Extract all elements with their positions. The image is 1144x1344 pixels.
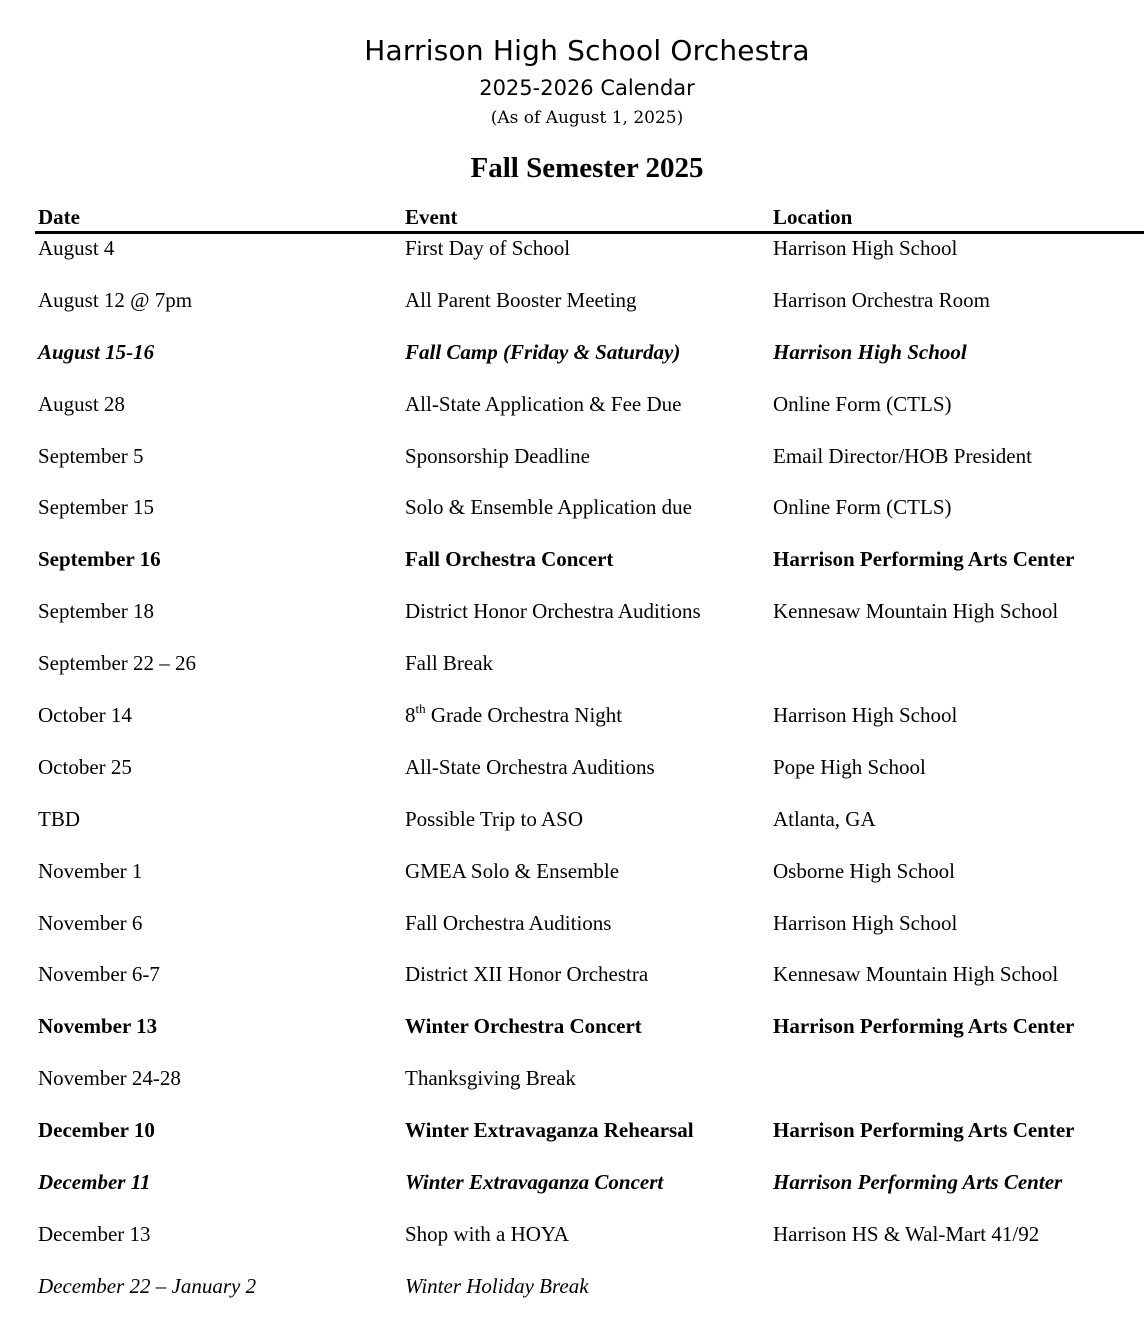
event-date: September 15	[38, 495, 155, 520]
event-name: GMEA Solo & Ensemble	[405, 858, 620, 883]
table-row	[0, 1222, 1144, 1274]
event-name: Sponsorship Deadline	[405, 443, 590, 468]
table-row	[0, 1118, 1144, 1170]
table-row	[0, 444, 1144, 496]
event-location: Harrison Performing Arts Center	[773, 1014, 1075, 1039]
event-name: All-State Application & Fee Due	[405, 391, 682, 416]
table-row	[0, 288, 1144, 340]
event-name: Winter Orchestra Concert	[405, 1014, 642, 1039]
as-of-date: (As of August 1, 2025)	[490, 108, 684, 128]
event-date: TBD	[38, 806, 80, 831]
column-header-event: Event	[405, 205, 458, 229]
table-row	[0, 1170, 1144, 1222]
calendar-table	[0, 236, 1144, 1326]
event-location: Harrison HS & Wal-Mart 41/92	[773, 1221, 1040, 1246]
table-row	[0, 651, 1144, 703]
event-location: Harrison High School	[773, 236, 958, 260]
event-location: Harrison Orchestra Room	[773, 287, 990, 312]
table-row	[0, 1014, 1144, 1066]
event-date: November 6	[38, 910, 143, 935]
event-name: Winter Holiday Break	[405, 1273, 589, 1298]
table-row	[0, 599, 1144, 651]
table-row	[0, 236, 1144, 288]
event-name: Shop with a HOYA	[405, 1221, 569, 1246]
event-name: All-State Orchestra Auditions	[405, 754, 655, 779]
event-name: Fall Camp (Friday & Saturday)	[405, 339, 681, 364]
event-name-rest: Grade Orchestra Night	[425, 703, 623, 728]
header-divider	[35, 231, 1144, 234]
event-date: September 16	[38, 547, 161, 572]
column-header-location: Location	[773, 205, 853, 229]
table-row	[0, 1066, 1144, 1118]
event-name: Solo & Ensemble Application due	[405, 495, 692, 520]
event-name-number: 8	[405, 703, 416, 728]
event-location: Kennesaw Mountain High School	[773, 962, 1059, 987]
event-date: December 13	[38, 1221, 151, 1246]
event-location: Harrison Performing Arts Center	[773, 547, 1075, 572]
event-name: Winter Extravaganza Rehearsal	[405, 1118, 694, 1143]
event-name: Fall Break	[405, 651, 494, 676]
section-heading: Fall Semester 2025	[470, 152, 704, 184]
event-location: Kennesaw Mountain High School	[773, 599, 1059, 624]
event-date: August 15-16	[38, 339, 155, 364]
event-location: Harrison Performing Arts Center	[773, 1170, 1063, 1195]
event-date: August 4	[38, 236, 115, 260]
column-header-date: Date	[38, 205, 80, 229]
table-row	[0, 859, 1144, 911]
event-name: Fall Orchestra Concert	[405, 547, 614, 572]
event-name: District Honor Orchestra Auditions	[405, 599, 701, 624]
event-date: August 12 @ 7pm	[38, 287, 193, 312]
event-date: September 22 – 26	[38, 651, 197, 676]
event-location: Osborne High School	[773, 858, 955, 883]
event-date: September 5	[38, 443, 144, 468]
event-date: August 28	[38, 391, 125, 416]
table-row	[0, 392, 1144, 444]
event-date: October 14	[38, 703, 132, 728]
event-location: Harrison High School	[773, 703, 958, 728]
event-location: Online Form (CTLS)	[773, 495, 952, 520]
event-name	[405, 703, 622, 728]
event-location: Pope High School	[773, 754, 926, 779]
table-row	[0, 340, 1144, 392]
table-row	[0, 911, 1144, 963]
event-name: First Day of School	[405, 236, 571, 260]
event-date: December 22 – January 2	[38, 1273, 257, 1298]
event-date: December 10	[38, 1118, 155, 1143]
table-row	[0, 755, 1144, 807]
event-name: All Parent Booster Meeting	[405, 287, 637, 312]
document-subtitle: 2025-2026 Calendar	[479, 76, 695, 100]
event-name: Possible Trip to ASO	[405, 806, 583, 831]
table-row	[0, 807, 1144, 859]
event-location: Online Form (CTLS)	[773, 391, 952, 416]
table-row	[0, 547, 1144, 599]
event-name: Fall Orchestra Auditions	[405, 910, 612, 935]
table-row	[0, 703, 1144, 755]
event-location: Harrison High School	[773, 910, 958, 935]
event-name: Thanksgiving Break	[405, 1066, 576, 1091]
table-row	[0, 962, 1144, 1014]
event-date: November 1	[38, 858, 143, 883]
table-header	[0, 205, 1144, 229]
ordinal-suffix: th	[415, 701, 426, 717]
event-location: Atlanta, GA	[773, 806, 876, 831]
event-date: December 11	[38, 1170, 151, 1195]
event-date: November 24-28	[38, 1066, 181, 1091]
event-location: Harrison Performing Arts Center	[773, 1118, 1075, 1143]
event-location: Email Director/HOB President	[773, 443, 1032, 468]
event-date: November 6-7	[38, 962, 160, 987]
event-date: September 18	[38, 599, 155, 624]
document-title: Harrison High School Orchestra	[364, 34, 810, 67]
event-name: Winter Extravaganza Concert	[405, 1170, 664, 1195]
table-row	[0, 1274, 1144, 1326]
event-name: District XII Honor Orchestra	[405, 962, 649, 987]
table-row	[0, 495, 1144, 547]
event-date: October 25	[38, 754, 132, 779]
event-location: Harrison High School	[773, 339, 967, 364]
event-date: November 13	[38, 1014, 158, 1039]
